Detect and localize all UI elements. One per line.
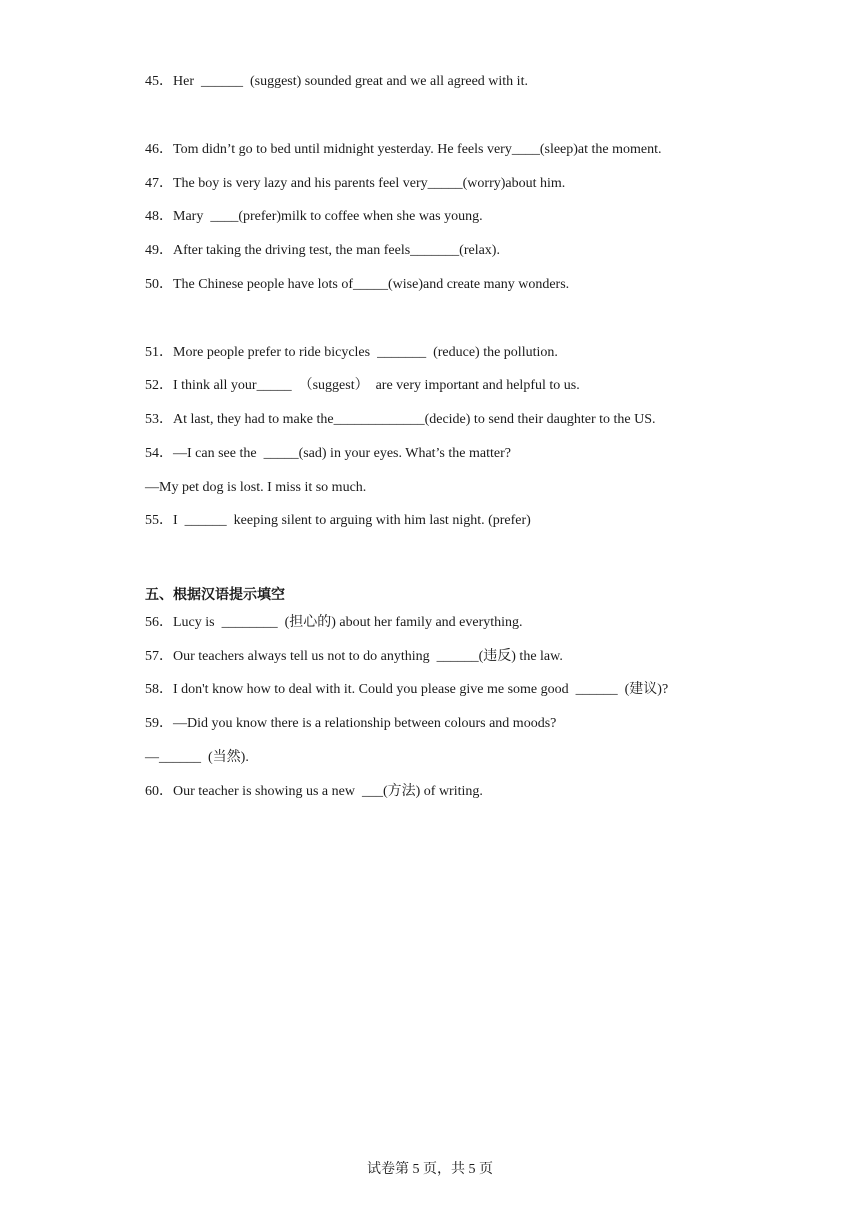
question-49: 49．After taking the driving test, the man feels_______(relax). bbox=[145, 243, 500, 258]
question-59-answer-line: —______ (当然). bbox=[145, 750, 249, 765]
question-47: 47．The boy is very lazy and his parents feel very_____(worry)about him. bbox=[145, 176, 566, 191]
question-53: 53．At last, they had to make the_____________(decide) to send their daughter to the US. bbox=[145, 412, 656, 427]
question-60: 60．Our teacher is showing us a new ___(方法) of writing. bbox=[145, 784, 483, 799]
question-57: 57．Our teachers always tell us not to do anything ______(违反) the law. bbox=[145, 649, 563, 664]
question-59: 59．—Did you know there is a relationship between colours and moods? bbox=[145, 716, 557, 731]
question-56: 56．Lucy is ________ (担心的) about her family and everything. bbox=[145, 615, 523, 630]
question-46: 46．Tom didn’t go to bed until midnight yesterday. He feels very____(sleep)at the moment. bbox=[145, 142, 662, 157]
question-52: 52．I think all your_____ （suggest） are very important and helpful to us. bbox=[145, 378, 580, 393]
question-48: 48．Mary ____(prefer)milk to coffee when she was young. bbox=[145, 209, 483, 224]
question-51: 51．More people prefer to ride bicycles _______ (reduce) the pollution. bbox=[145, 345, 558, 360]
question-45: 45．Her ______ (suggest) sounded great and we all agreed with it. bbox=[145, 74, 528, 89]
question-55: 55．I ______ keeping silent to arguing with him last night. (prefer) bbox=[145, 513, 531, 528]
page-footer: 试卷第 5 页，共 5 页 bbox=[367, 1162, 493, 1177]
question-58: 58．I don't know how to deal with it. Could you please give me some good ______ (建议)? bbox=[145, 682, 669, 697]
question-54: 54．—I can see the _____(sad) in your eyes. What’s the matter? bbox=[145, 446, 511, 461]
question-54-answer-line: —My pet dog is lost. I miss it so much. bbox=[145, 480, 367, 495]
question-50: 50．The Chinese people have lots of_____(wise)and create many wonders. bbox=[145, 277, 570, 292]
section-heading: 五、根据汉语提示填空 bbox=[145, 587, 285, 603]
